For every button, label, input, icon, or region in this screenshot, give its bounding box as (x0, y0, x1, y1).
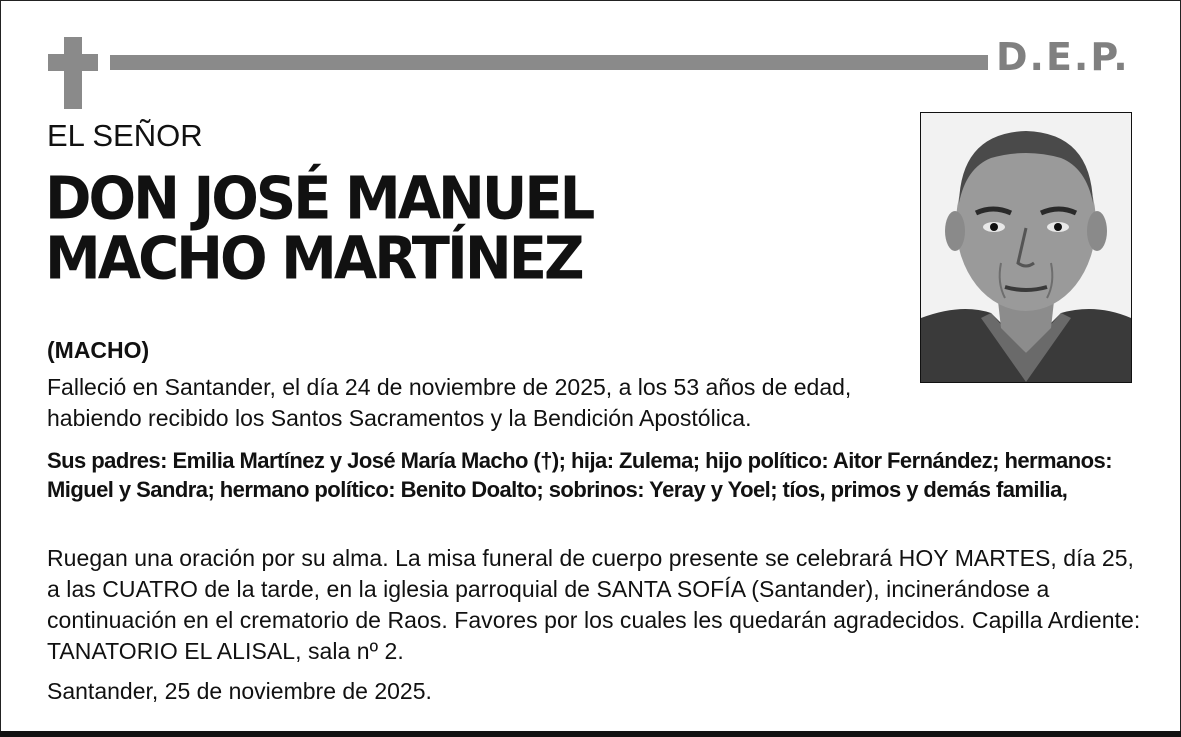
funeral-service-details: Ruegan una oración por su alma. La misa funeral de cuerpo presente se celebrará HOY MARTES, día 25, a las CUATRO de la tarde, en la iglesia parroquial de SANTA SOFÍA (Santander), incinerándose a continuación en el crematorio de Raos. Favores por los cuales les quedarán agradecidos. Capilla Ardiente: TANATORIO EL ALISAL, sala nº 2. (47, 545, 1141, 664)
deceased-name-line2: MACHO MARTÍNEZ (45, 224, 582, 294)
nickname: (MACHO) (47, 337, 150, 363)
header-rule (110, 55, 988, 70)
dateline: Santander, 25 de noviembre de 2025. (47, 678, 432, 704)
portrait-photo (920, 112, 1132, 383)
family-list: Sus padres: Emilia Martínez y José María Macho (†); hija: Zulema; hijo político: Aitor Fernández; hermanos: Miguel y Sandra; hermano político: Benito Doalto; sobrinos: Yeray y Yoel; tíos, primos y demás familia, (47, 448, 1112, 502)
dep-label: D.E.P. (996, 35, 1130, 79)
cross-icon-arm (48, 54, 98, 71)
deceased-name-line1: DON JOSÉ MANUEL (45, 164, 593, 234)
bottom-rule (0, 731, 1181, 737)
honorific: EL SEÑOR (47, 118, 203, 153)
portrait-illustration (921, 113, 1131, 382)
cross-icon (64, 37, 82, 109)
death-details: Falleció en Santander, el día 24 de noviembre de 2025, a los 53 años de edad, habiendo recibido los Santos Sacramentos y la Bendición Apostólica. (47, 374, 852, 431)
